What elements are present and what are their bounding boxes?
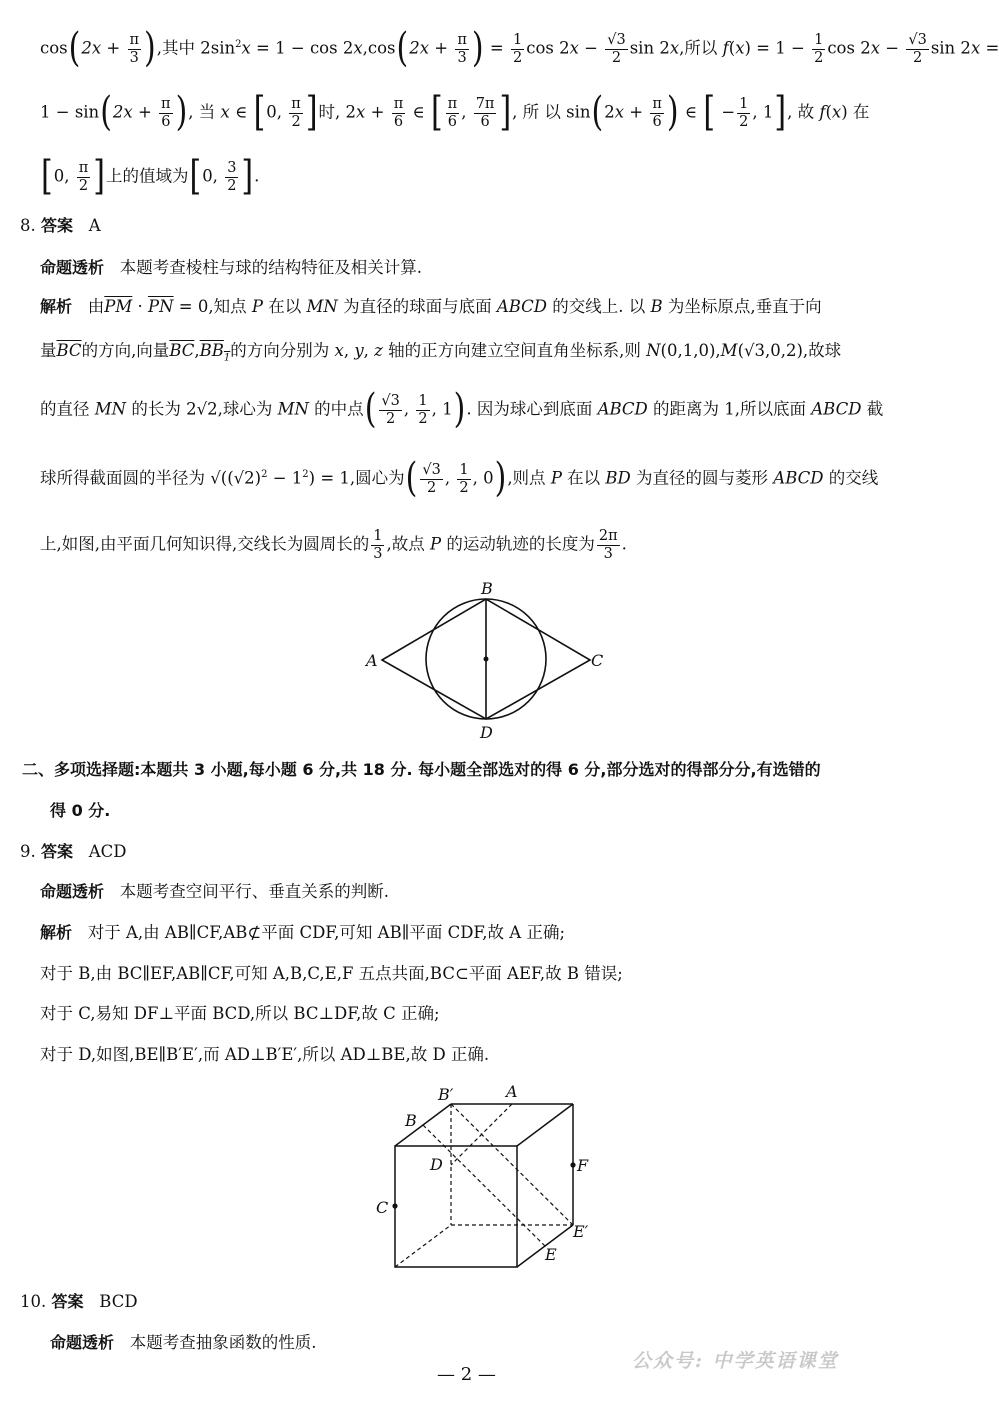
point-c [392, 1203, 397, 1208]
q8-topic: 本题考查棱柱与球的结构特征及相关计算. [119, 258, 423, 277]
q8-solution-e: 上,如图,由平面几何知识得,交线长为圆周长的 $\frac{1}{3}$ ,故点 P 的运动轨迹的长度为 $\frac{2\pi}{3}$ . [40, 528, 627, 562]
q8-solution-d: 球所得截面圆的半径为 $√((√2)^2 - 1^2) = 1$,圆心为( $\frac{√3}{2}$ , $\frac{1}{2}$ , 0),则点 P 在以 BD 为直径的圆与菱形 ABCD 的交线 [40, 454, 879, 503]
q9-solution-c [40, 1006, 440, 1023]
label-d: D [480, 723, 493, 742]
q9-solution-label: 解析 [40, 923, 73, 942]
q9-topic: 本题考查空间平行、垂直关系的判断. [119, 882, 390, 901]
segment-b-e [423, 1125, 545, 1246]
math-line-1: cos(2x + $\frac{\pi}{3}$ ),其中 $2\sin^2x = 1 - \cos 2x,\cos(2x$ + $\frac{\pi}{3}$ ) = $\frac{1}{2}$ cos 2x − $\frac{√3}{2}$ sin 2x,所以 f(x) = 1 − $\frac{1}{2}$ cos 2x − $\frac{√3}{2}$ sin 2x = [40, 24, 999, 73]
section-2-heading-cont [50, 803, 110, 819]
cube-front-face [395, 1146, 517, 1267]
q10-answer-label: 答案 [51, 1292, 84, 1311]
point-f [570, 1162, 575, 1167]
circle-center-point [484, 657, 489, 662]
cube-hidden-edge-diag [395, 1225, 451, 1267]
q8-solution-a: 解析 由$\overline{PM} \cdot \overline{PN} = 0$,知点 P 在以 MN 为直径的球面与底面 ABCD 的交线上. 以 B 为坐标原点,垂直于向 [40, 297, 822, 316]
rhombus-circle-figure [360, 578, 610, 743]
q10-answer: BCD [99, 1292, 138, 1311]
q8-topic-label: 命题透析 [40, 258, 105, 277]
q9-solution-text-a: 对于 A,由 AB∥CF,AB⊄平面 CDF,可知 AB∥平面 CDF,故 A 正确; [87, 923, 566, 942]
q8-number: 8. [20, 216, 36, 235]
q9-solution-b [40, 966, 623, 983]
q9-solution-text-b: 对于 B,由 BC∥EF,AB∥CF,可知 A,B,C,E,F 五点共面,BC⊂平面 AEF,故 B 错误; [40, 964, 623, 983]
q9-topic-label: 命题透析 [40, 882, 105, 901]
math-line-2: 1 − sin(2x + $\frac{\pi}{6}$ ), 当 x ∈ [0, $\frac{\pi}{2}$ ]时, 2x + $\frac{\pi}{6}$ ∈ [ $\frac{\pi}{6}$ , $\frac{7\pi}{6}$ ], 所 以 sin(2x + $\frac{\pi}{6}$ ) ∈ [ − $\frac{1}{2}$ , 1], 故 f(x) 在 [40, 88, 870, 137]
section-2-text-a: 二、多项选择题:本题共 3 小题,每小题 6 分,共 18 分. 每小题全部选对的得 6 分,部分选对的得部分分,有选错的 [22, 760, 821, 779]
label-bprime: B′ [438, 1085, 454, 1104]
q9-answer: ACD [88, 842, 127, 861]
q10-answer-line [20, 1294, 138, 1311]
label-a2: A [506, 1082, 518, 1101]
page-number: — 2 — [437, 1364, 496, 1385]
q9-answer-label: 答案 [41, 842, 74, 861]
q8-answer: A [88, 216, 101, 235]
q10-number: 10. [20, 1292, 47, 1311]
q8-topic-line [40, 260, 422, 277]
q10-topic-line [50, 1335, 317, 1352]
q8-solution-label: 解析 [40, 297, 73, 316]
q9-solution-text-d: 对于 D,如图,BE∥B′E′,而 AD⊥B′E′,所以 AD⊥BE,故 D 正确. [40, 1045, 490, 1064]
q8-solution-c: 的直径 MN 的长为 2√2,球心为 MN 的中点( $\frac{√3}{2}$ , $\frac{1}{2}$ , 1). 因为球心到底面 ABCD 的距离为 1,所以底面 ABCD 截 [40, 385, 884, 434]
section-2-heading [22, 762, 821, 778]
watermark: 公众号: 中学英语课堂 [632, 1350, 839, 1372]
q8-answer-line [20, 218, 101, 235]
label-f2: F [577, 1156, 589, 1175]
label-b: B [481, 579, 493, 598]
section-2-text-b: 得 0 分. [50, 801, 111, 820]
cube-figure [368, 1080, 608, 1275]
label-e2: E [545, 1245, 557, 1264]
segment-bp-ep [451, 1104, 573, 1225]
label-c2: C [376, 1198, 389, 1217]
q9-solution-text-c: 对于 C,易知 DF⊥平面 BCD,所以 BC⊥DF,故 C 正确; [40, 1004, 440, 1023]
label-a: A [366, 651, 378, 670]
label-d2: D [430, 1155, 443, 1174]
label-eprime: E′ [573, 1222, 589, 1241]
q10-topic-label: 命题透析 [50, 1333, 115, 1352]
math-line-3: [0, $\frac{\pi}{2}$ ]上的值域为[0, $\frac{3}{2}$ ]. [41, 152, 260, 201]
q9-answer-line [20, 844, 127, 861]
q9-solution-a [40, 925, 565, 942]
q9-topic-line [40, 884, 389, 901]
q9-number: 9. [20, 842, 36, 861]
cube-edge-top-right [517, 1104, 573, 1146]
label-c: C [591, 651, 604, 670]
q9-solution-d [40, 1047, 489, 1064]
q8-answer-label: 答案 [41, 216, 74, 235]
q8-solution-b: 量$\overline{BC}$的方向,向量$\overline{BC},BB_1$的方向分别为 x, y, z 轴的正方向建立空间直角坐标系,则 N(0,1,0),M(√3,0,2),故球 [40, 341, 842, 364]
q10-topic: 本题考查抽象函数的性质. [129, 1333, 317, 1352]
label-b2: B [405, 1111, 417, 1130]
